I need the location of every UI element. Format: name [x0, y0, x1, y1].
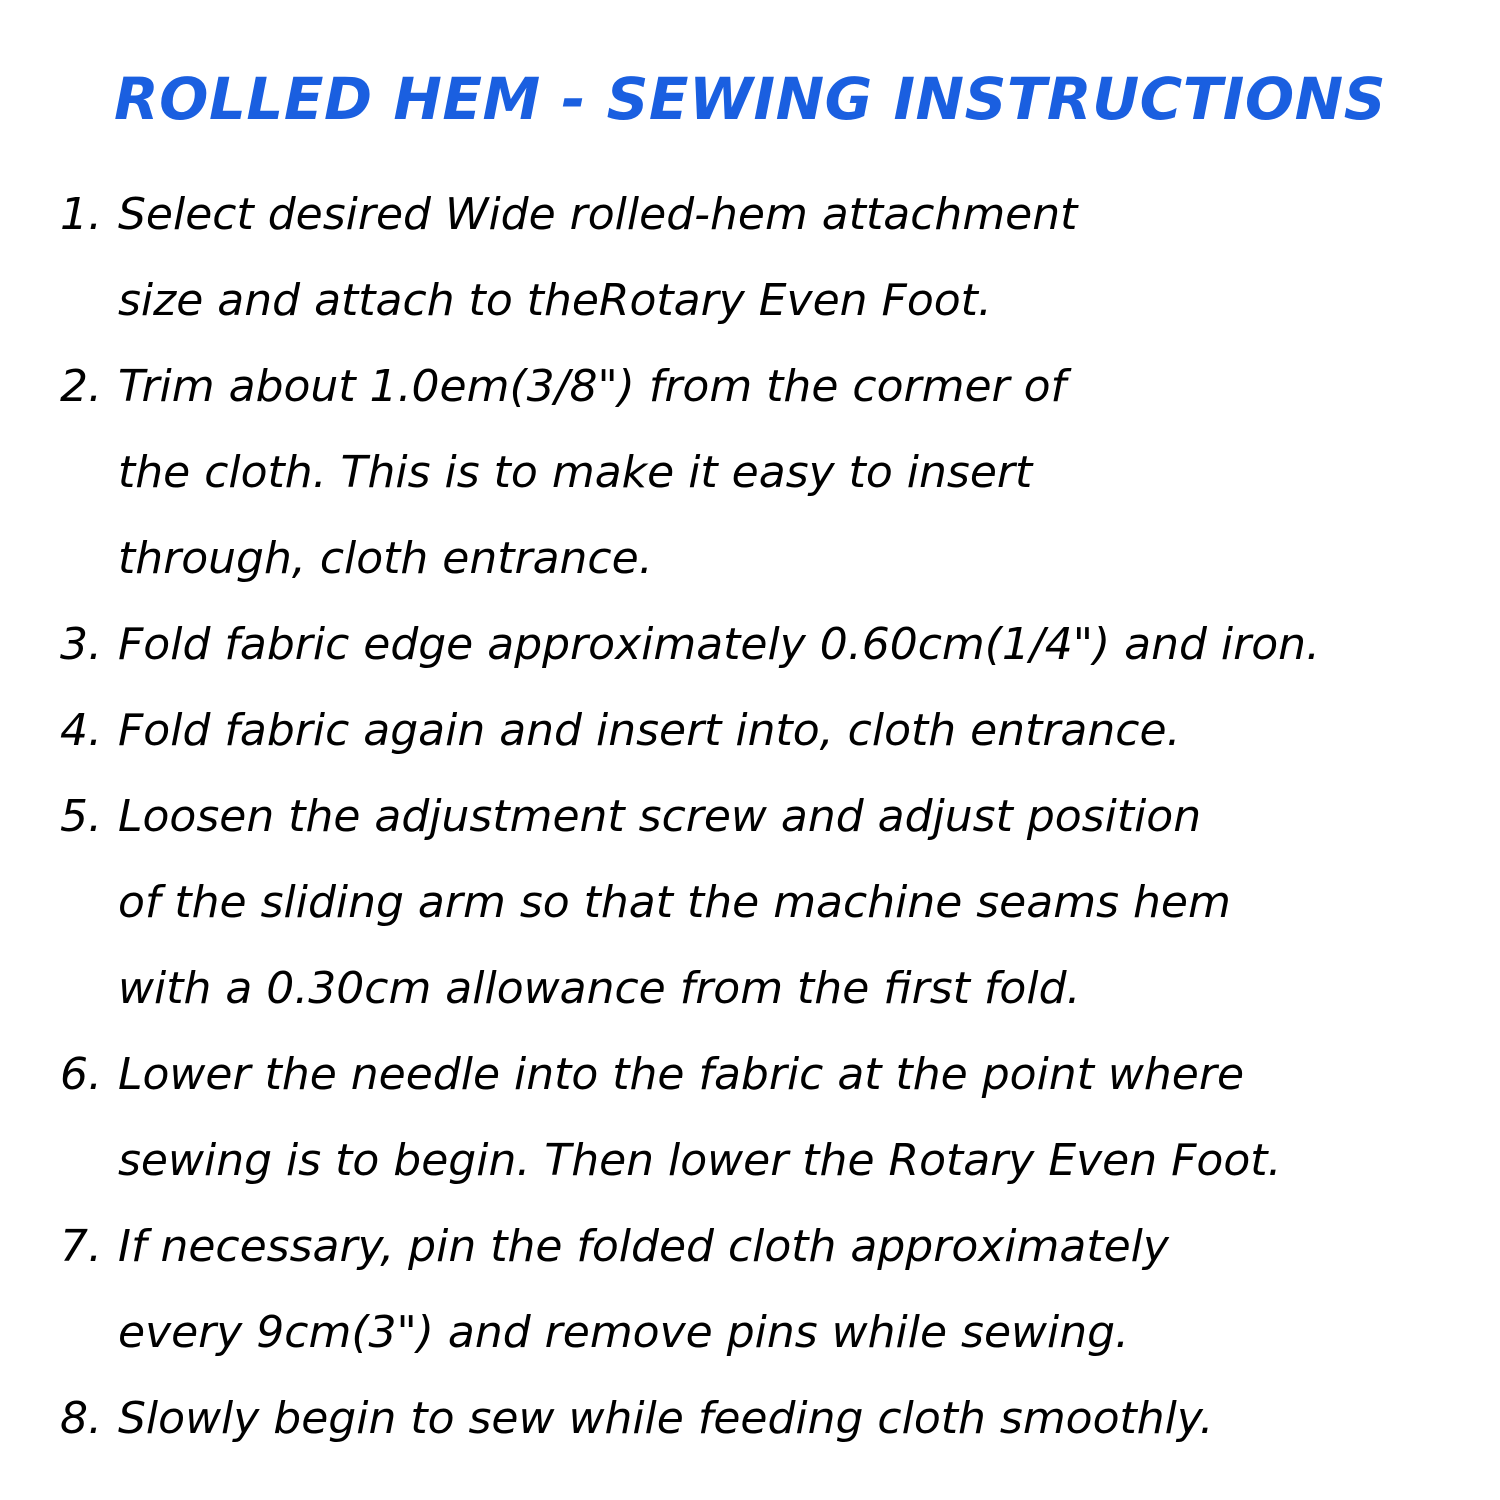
step-text: [118, 602, 1480, 688]
step-8: [60, 1376, 1480, 1462]
step-text: [118, 1204, 1480, 1376]
step-number: 5.: [60, 791, 102, 842]
step-5: [60, 774, 1480, 1032]
step-line: Select desired Wide rolled-hem attachment: [118, 189, 1078, 240]
step-6: [60, 1032, 1480, 1204]
step-line: through, cloth entrance.: [118, 533, 653, 584]
step-2: [60, 344, 1480, 602]
step-text: [118, 688, 1480, 774]
step-number: 8.: [60, 1393, 102, 1444]
step-text: [118, 1032, 1480, 1204]
step-1: [60, 172, 1480, 344]
step-line: If necessary, pin the folded cloth approximately: [118, 1221, 1169, 1272]
step-line: of the sliding arm so that the machine seams hem: [118, 877, 1231, 928]
step-line: Fold fabric again and insert into, cloth entrance.: [118, 705, 1181, 756]
step-line: Lower the needle into the fabric at the point where: [118, 1049, 1245, 1100]
step-number: 2.: [60, 361, 102, 412]
step-text: [118, 344, 1480, 602]
step-line: every 9cm(3") and remove pins while sewing.: [118, 1307, 1130, 1358]
instruction-list: [60, 172, 1480, 1462]
step-line: sewing is to begin. Then lower the Rotary Even Foot.: [118, 1135, 1282, 1186]
step-7: [60, 1204, 1480, 1376]
step-number: 7.: [60, 1221, 102, 1272]
step-line: the cloth. This is to make it easy to insert: [118, 447, 1033, 498]
step-line: with a 0.30cm allowance from the first fold.: [118, 963, 1081, 1014]
step-line: Fold fabric edge approximately 0.60cm(1/4") and iron.: [118, 619, 1320, 670]
step-number: 6.: [60, 1049, 102, 1100]
step-line: Trim about 1.0em(3/8") from the cormer of: [118, 361, 1066, 412]
page-title: ROLLED HEM - SEWING INSTRUCTIONS: [113, 65, 1386, 133]
step-text: [118, 774, 1480, 1032]
step-line: size and attach to theRotary Even Foot.: [118, 275, 992, 326]
step-text: [118, 1376, 1480, 1462]
step-text: [118, 172, 1480, 344]
step-number: 1.: [60, 189, 102, 240]
step-3: [60, 602, 1480, 688]
step-line: Loosen the adjustment screw and adjust position: [118, 791, 1202, 842]
step-number: 4.: [60, 705, 102, 756]
step-number: 3.: [60, 619, 102, 670]
step-line: Slowly begin to sew while feeding cloth smoothly.: [118, 1393, 1214, 1444]
step-4: [60, 688, 1480, 774]
